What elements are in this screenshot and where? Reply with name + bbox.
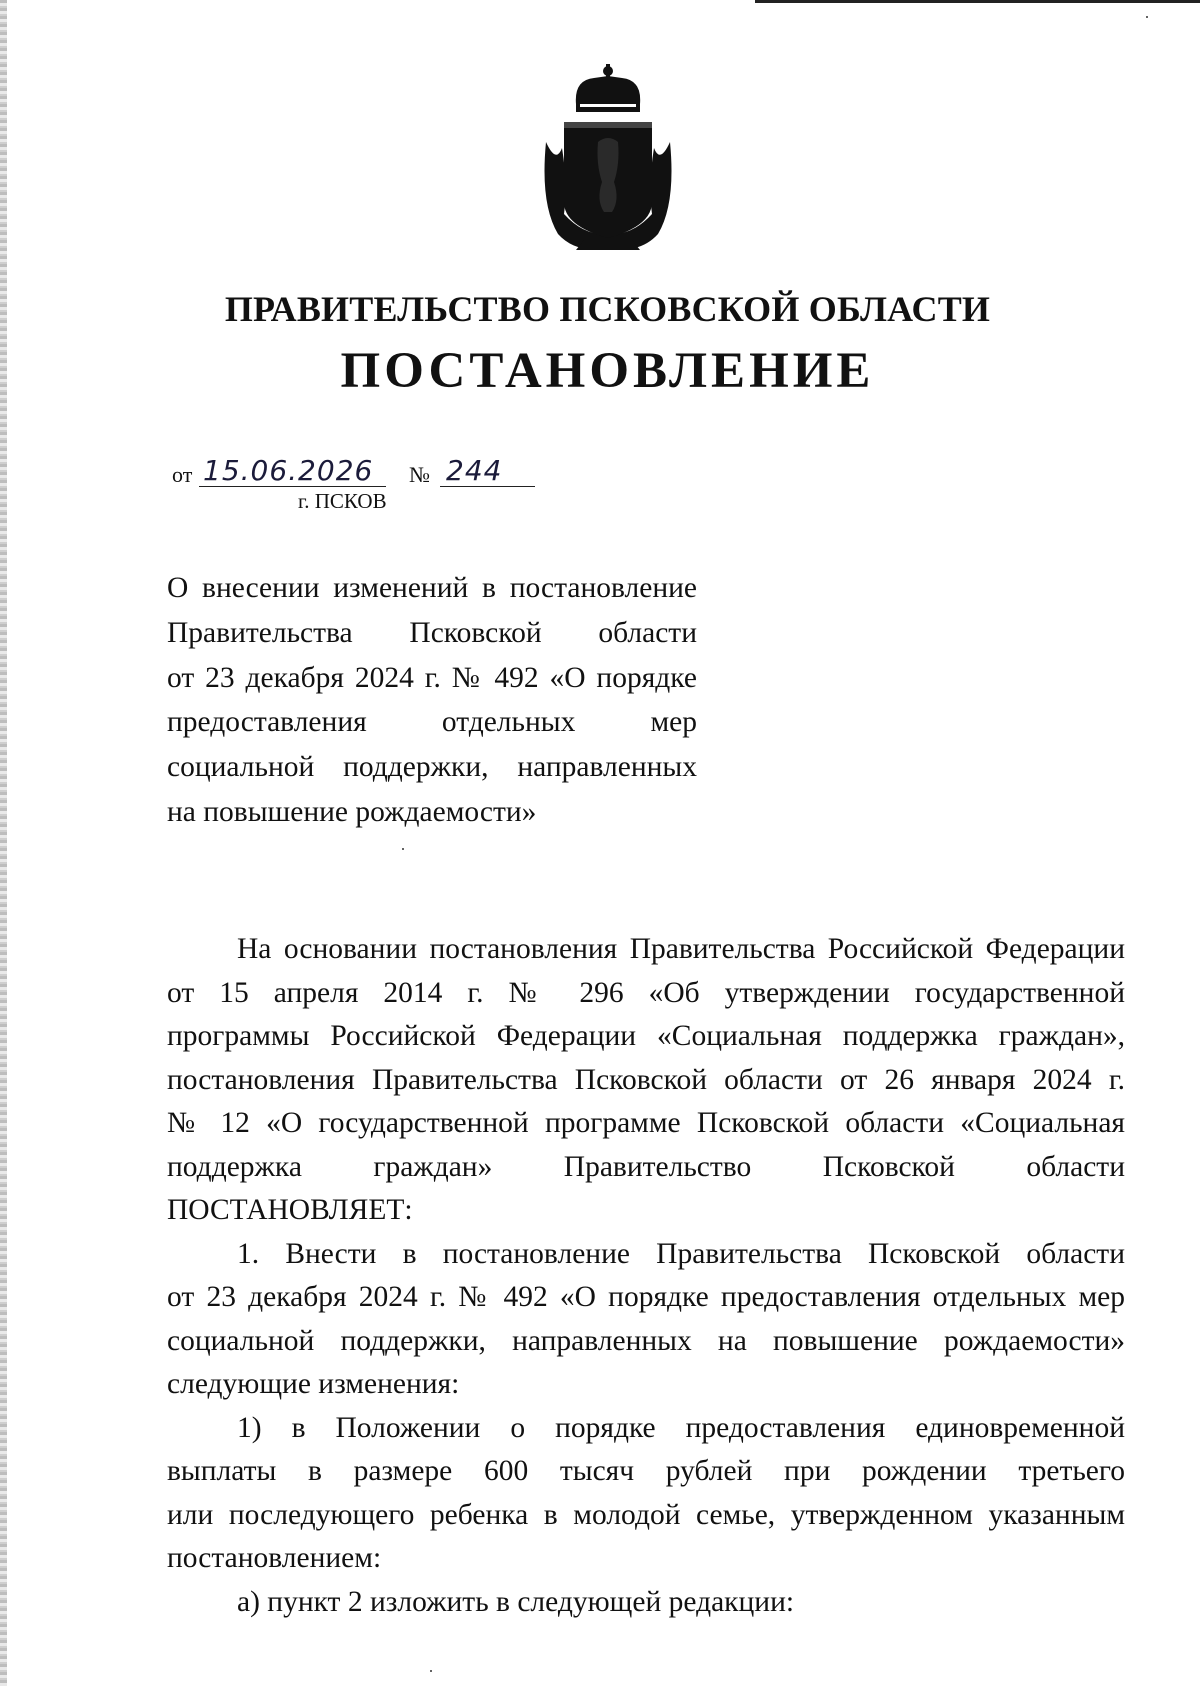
scan-speck <box>430 1670 432 1672</box>
scan-edge <box>0 0 7 1686</box>
document-type-heading: ПОСТАНОВЛЕНИЕ <box>340 343 875 399</box>
subject-line: Правительства Псковской области <box>167 616 697 649</box>
handwritten-number: 244 <box>446 454 503 487</box>
body-line: социальной поддержки, направленных на повышение рождаемости» <box>167 1324 1125 1357</box>
body-line: или последующего ребенка в молодой семье, утвержденном указанным <box>167 1498 1125 1531</box>
body-line: постановлением: <box>167 1542 382 1574</box>
date-field <box>199 456 386 487</box>
document-body <box>167 928 1125 1624</box>
number-sign: № <box>409 462 430 487</box>
coat-of-arms-emblem <box>536 64 680 256</box>
city-label: г. ПСКОВ <box>298 489 387 513</box>
subject-line: социальной поддержки, направленных <box>167 751 697 784</box>
body-line: поддержка граждан» Правительство Псковской области <box>167 1150 1125 1183</box>
scan-edge-top <box>755 0 1200 3</box>
body-line: ПОСТАНОВЛЯЕТ: <box>167 1194 413 1226</box>
body-line: от 15 апреля 2014 г. № 296 «Об утверждении государственной <box>167 976 1125 1009</box>
handwritten-date: 15.06.2026 <box>203 454 374 487</box>
body-line: № 12 «О государственной программе Псковской области «Социальная <box>167 1107 1125 1139</box>
body-line: следующие изменения: <box>167 1368 460 1400</box>
body-line: 1. Внести в постановление Правительства Псковской области <box>237 1237 1125 1270</box>
body-line: 1) в Положении о порядке предоставления единовременной <box>237 1411 1125 1444</box>
scan-speck <box>402 848 404 850</box>
subject-line: от 23 декабря 2024 г. № 492 «О порядке <box>167 661 697 694</box>
number-field <box>440 456 535 487</box>
body-line: от 23 декабря 2024 г. № 492 «О порядке предоставления отдельных мер <box>167 1281 1125 1313</box>
date-prefix: от <box>172 462 193 487</box>
subject-line: предоставления отдельных мер <box>167 706 697 739</box>
subject-line: на повышение рождаемости» <box>167 795 537 828</box>
subject-line: О внесении изменений в постановление <box>167 572 697 604</box>
document-subject <box>167 566 697 835</box>
body-line: выплаты в размере 600 тысяч рублей при рождении третьего <box>167 1455 1125 1487</box>
body-line: постановления Правительства Псковской области от 26 января 2024 г. <box>167 1063 1125 1096</box>
body-line: программы Российской Федерации «Социальная поддержка граждан», <box>167 1020 1125 1052</box>
organization-title: ПРАВИТЕЛЬСТВО ПСКОВСКОЙ ОБЛАСТИ <box>224 289 991 329</box>
body-line: На основании постановления Правительства Российской Федерации <box>237 933 1125 965</box>
body-line: а) пункт 2 изложить в следующей редакции: <box>237 1585 795 1618</box>
scan-speck <box>1146 16 1148 18</box>
